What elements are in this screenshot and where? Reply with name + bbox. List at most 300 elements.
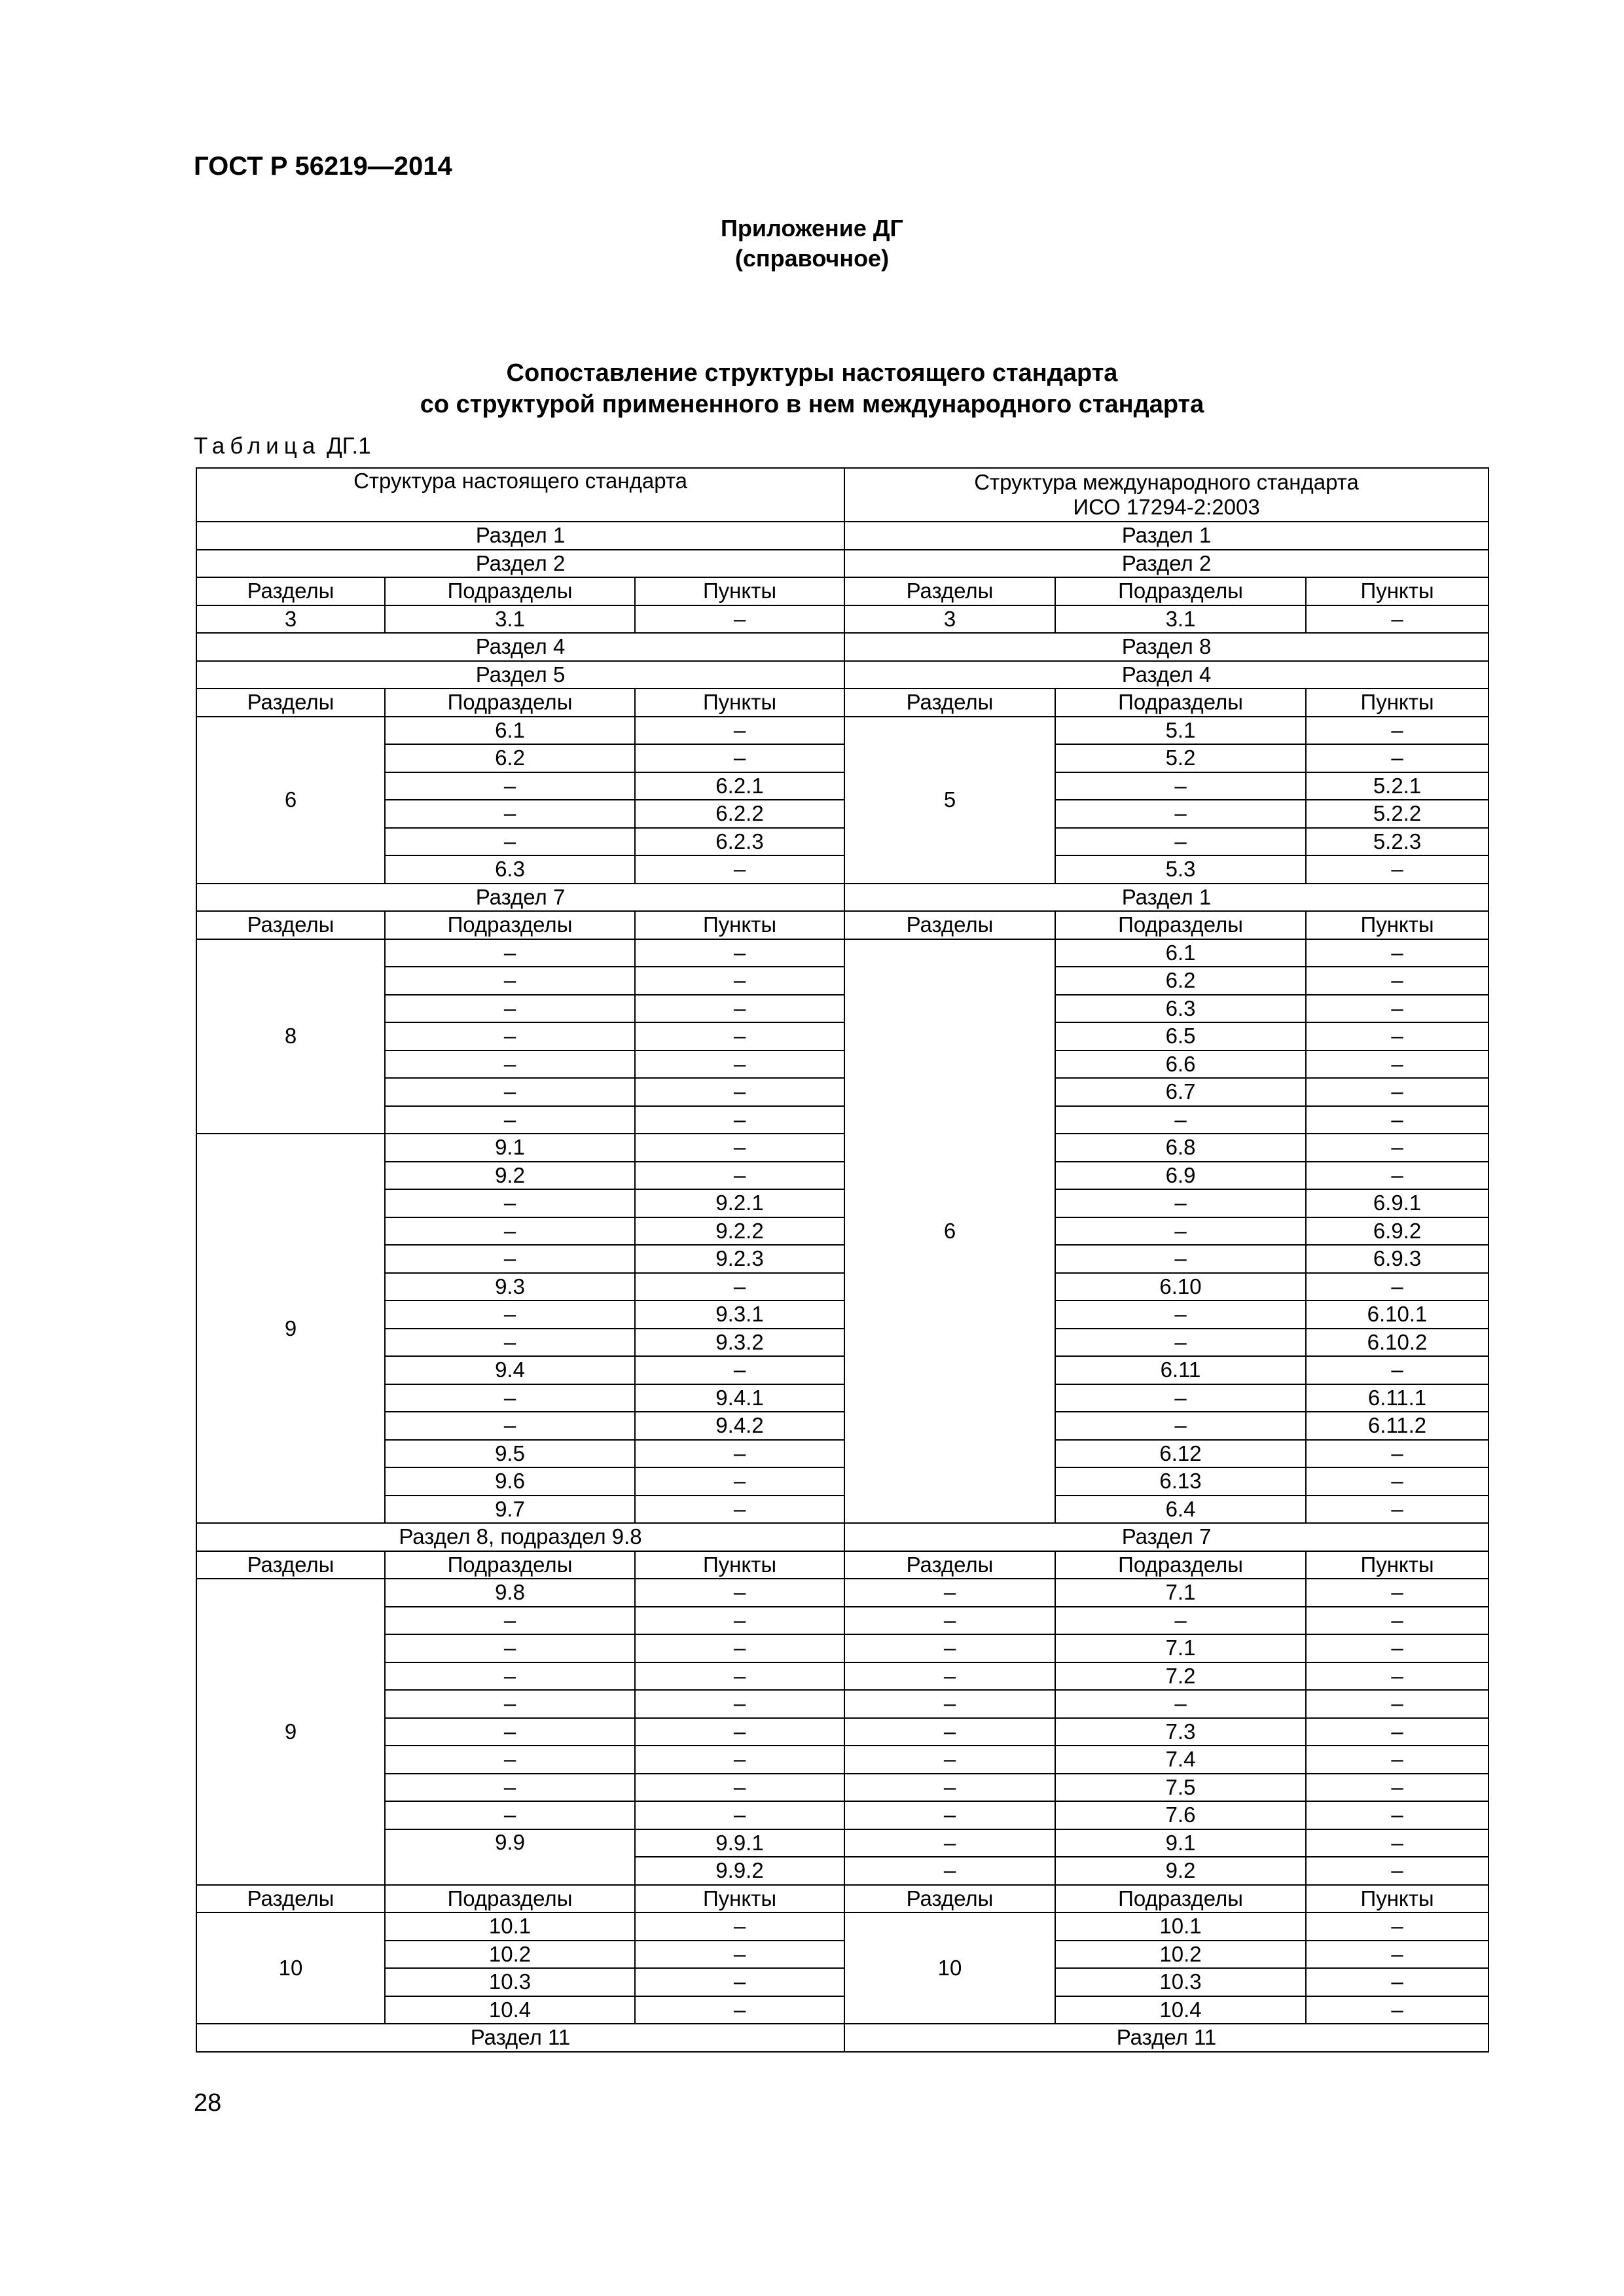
- table-cell: 7.6: [1055, 1801, 1306, 1829]
- header-international-standard: [844, 468, 1489, 522]
- table-cell: –: [1306, 1718, 1489, 1746]
- table-cell: 6.9.2: [1306, 1217, 1489, 1246]
- table-row: [196, 1356, 1489, 1384]
- subheader-cell: Подразделы: [1055, 1551, 1306, 1579]
- header-current-standard: Структура настоящего стандарта: [196, 468, 844, 522]
- table-row: [196, 1968, 1489, 1996]
- table-cell: –: [1306, 1996, 1489, 2024]
- table-row: [196, 967, 1489, 995]
- table-body: [196, 522, 1489, 2052]
- subheader-cell: Пункты: [635, 689, 844, 717]
- table-row: [196, 772, 1489, 800]
- table-cell: –: [635, 1078, 844, 1106]
- table-cell: 9.2: [385, 1162, 635, 1190]
- table-cell: –: [385, 1078, 635, 1106]
- table-cell: –: [635, 1022, 844, 1050]
- table-cell: –: [844, 1857, 1055, 1885]
- table-cell: 10: [844, 1912, 1055, 2024]
- table-row: [196, 1690, 1489, 1718]
- table-row: [196, 1579, 1489, 1607]
- table-cell: –: [1306, 1634, 1489, 1662]
- header-international-line-1: Структура международного стандарта: [974, 470, 1359, 494]
- table-cell: 9.2: [1055, 1857, 1306, 1885]
- table-cell: –: [1306, 1968, 1489, 1996]
- table-cell: –: [1306, 1941, 1489, 1969]
- table-cell: 6.10: [1055, 1273, 1306, 1301]
- subheader-cell: Разделы: [844, 911, 1055, 939]
- subheader-cell: Разделы: [844, 1885, 1055, 1913]
- table-row: [196, 1106, 1489, 1134]
- table-cell: 6: [196, 717, 385, 884]
- table-cell: 3.1: [1055, 605, 1306, 634]
- section-row: [196, 2024, 1489, 2052]
- table-cell: 6.2.1: [635, 772, 844, 800]
- table-cell: –: [1306, 1912, 1489, 1941]
- section-cell-right: Раздел 8: [844, 633, 1489, 661]
- table-cell: –: [1055, 1106, 1306, 1134]
- table-cell: –: [635, 1912, 844, 1941]
- table-cell: –: [385, 967, 635, 995]
- subheader-cell: Подразделы: [385, 1885, 635, 1913]
- table-cell: 9.3.2: [635, 1329, 844, 1357]
- subheader-cell: Пункты: [1306, 911, 1489, 939]
- table-cell: –: [1306, 1579, 1489, 1607]
- subheader-cell: Пункты: [635, 1885, 844, 1913]
- table-cell: –: [385, 1022, 635, 1050]
- table-row: [196, 1078, 1489, 1106]
- table-cell: –: [635, 1356, 844, 1384]
- table-cell: 10.1: [385, 1912, 635, 1941]
- table-cell: –: [635, 605, 844, 634]
- table-row: [196, 1801, 1489, 1829]
- table-cell: 6.2.2: [635, 800, 844, 828]
- table-cell: 10.3: [1055, 1968, 1306, 1996]
- table-cell: –: [844, 1774, 1055, 1802]
- section-row: [196, 661, 1489, 689]
- table-cell: 6.11.2: [1306, 1412, 1489, 1440]
- table-cell: –: [1306, 1106, 1489, 1134]
- table-cell: 9: [196, 1579, 385, 1885]
- table-cell: –: [635, 1134, 844, 1162]
- table-row: [196, 1746, 1489, 1774]
- table-cell: –: [1055, 1607, 1306, 1635]
- subheader-cell: Пункты: [635, 911, 844, 939]
- table-cell: –: [635, 1774, 844, 1802]
- table-row: [196, 1941, 1489, 1969]
- table-cell: 9.1: [385, 1134, 635, 1162]
- table-row: [196, 1245, 1489, 1273]
- table-cell: –: [635, 1941, 844, 1969]
- section-cell-left: Раздел 5: [196, 661, 844, 689]
- subheader-cell: Пункты: [635, 1551, 844, 1579]
- table-cell: 9.2.1: [635, 1189, 844, 1217]
- table-cell: –: [1306, 1134, 1489, 1162]
- table-row: [196, 828, 1489, 856]
- subheader-cell: Подразделы: [385, 689, 635, 717]
- table-cell: –: [1055, 1329, 1306, 1357]
- table-cell: –: [635, 1579, 844, 1607]
- subheader-row: [196, 689, 1489, 717]
- section-cell-left: Раздел 7: [196, 884, 844, 912]
- table-caption-number: ДГ.1: [326, 433, 371, 459]
- table-cell: –: [844, 1718, 1055, 1746]
- subheader-cell: Разделы: [196, 689, 385, 717]
- table-cell: 3: [844, 605, 1055, 634]
- table-cell: 9.7: [385, 1496, 635, 1524]
- table-caption: [194, 433, 371, 459]
- table-row: [196, 800, 1489, 828]
- table-cell: 10.1: [1055, 1912, 1306, 1941]
- subheader-row: [196, 1885, 1489, 1913]
- table-cell: –: [635, 967, 844, 995]
- section-cell-right: Раздел 2: [844, 550, 1489, 578]
- table-cell: 5.2.2: [1306, 800, 1489, 828]
- table-cell: 6.9: [1055, 1162, 1306, 1190]
- table-cell: –: [1306, 1162, 1489, 1190]
- table-cell: –: [385, 1718, 635, 1746]
- subheader-cell: Разделы: [844, 577, 1055, 605]
- section-cell-left: Раздел 4: [196, 633, 844, 661]
- table-cell: 6.5: [1055, 1022, 1306, 1050]
- table-cell: 7.5: [1055, 1774, 1306, 1802]
- section-cell-right: Раздел 7: [844, 1523, 1489, 1551]
- table-cell: –: [635, 855, 844, 884]
- table-cell: –: [844, 1690, 1055, 1718]
- table-cell: 10.4: [1055, 1996, 1306, 2024]
- table-cell: 6.1: [1055, 939, 1306, 967]
- table-cell: 6.2.3: [635, 828, 844, 856]
- table-cell: –: [635, 1996, 844, 2024]
- table-cell: –: [635, 1607, 844, 1635]
- table-cell: –: [385, 1300, 635, 1329]
- table-cell: –: [635, 1718, 844, 1746]
- subheader-row: [196, 577, 1489, 605]
- subheader-cell: Разделы: [844, 689, 1055, 717]
- document-id: ГОСТ Р 56219—2014: [194, 152, 452, 181]
- table-cell: –: [1306, 1050, 1489, 1079]
- table-cell: –: [1055, 772, 1306, 800]
- table-cell: –: [1306, 1801, 1489, 1829]
- subheader-cell: Разделы: [844, 1551, 1055, 1579]
- table-cell: –: [385, 1774, 635, 1802]
- table-row: [196, 1162, 1489, 1190]
- table-cell: –: [385, 1662, 635, 1691]
- table-cell: –: [844, 1662, 1055, 1691]
- section-cell-right: Раздел 4: [844, 661, 1489, 689]
- table-cell: 5.3: [1055, 855, 1306, 884]
- table-row: [196, 855, 1489, 884]
- table-cell: 3: [196, 605, 385, 634]
- table-row: [196, 1273, 1489, 1301]
- table-row: [196, 939, 1489, 967]
- table-cell: 6.6: [1055, 1050, 1306, 1079]
- subheader-cell: Пункты: [1306, 689, 1489, 717]
- table-cell: 5: [844, 717, 1055, 884]
- table-cell: –: [1055, 1300, 1306, 1329]
- section-row: [196, 1523, 1489, 1551]
- section-row: [196, 522, 1489, 550]
- table-row: [196, 1718, 1489, 1746]
- subheader-cell: Подразделы: [385, 911, 635, 939]
- table-row: [196, 1050, 1489, 1079]
- table-caption-label: Таблица: [194, 433, 321, 459]
- appendix-title: Приложение ДГ: [721, 215, 903, 242]
- table-cell: –: [1306, 855, 1489, 884]
- table-cell: 9.5: [385, 1440, 635, 1468]
- table-cell: –: [635, 1801, 844, 1829]
- table-cell: 9.2.3: [635, 1245, 844, 1273]
- table-cell: 6.9.1: [1306, 1189, 1489, 1217]
- table-cell: 6.9.3: [1306, 1245, 1489, 1273]
- table-cell: –: [635, 1273, 844, 1301]
- table-row: [196, 717, 1489, 745]
- table-cell: –: [1306, 995, 1489, 1023]
- table-cell: 3.1: [385, 605, 635, 634]
- table-cell: –: [1306, 1078, 1489, 1106]
- table-cell: 9.9: [385, 1829, 635, 1885]
- table-cell: 9.8: [385, 1579, 635, 1607]
- subheader-cell: Пункты: [1306, 1551, 1489, 1579]
- table-cell: –: [1055, 1412, 1306, 1440]
- subheader-cell: Подразделы: [1055, 911, 1306, 939]
- table-cell: 6.3: [385, 855, 635, 884]
- table-cell: –: [844, 1579, 1055, 1607]
- table-cell: 10.4: [385, 1996, 635, 2024]
- table-cell: 8: [196, 939, 385, 1134]
- table-row: [196, 1662, 1489, 1691]
- table-cell: –: [1306, 967, 1489, 995]
- table-cell: 9.2.2: [635, 1217, 844, 1246]
- table-row: [196, 1022, 1489, 1050]
- table-cell: 6.2: [385, 744, 635, 772]
- section-cell-left: Раздел 2: [196, 550, 844, 578]
- table-cell: –: [1306, 1467, 1489, 1496]
- table-cell: –: [1306, 1857, 1489, 1885]
- table-cell: –: [1306, 1022, 1489, 1050]
- table-row: [196, 1774, 1489, 1802]
- table-row: [196, 1829, 1489, 1857]
- table-cell: –: [635, 1467, 844, 1496]
- table-cell: –: [844, 1829, 1055, 1857]
- table-cell: –: [385, 1607, 635, 1635]
- table-cell: –: [385, 772, 635, 800]
- table-row: [196, 1300, 1489, 1329]
- table-row: [196, 995, 1489, 1023]
- section-row: [196, 633, 1489, 661]
- table-cell: –: [385, 1245, 635, 1273]
- table-cell: –: [385, 828, 635, 856]
- table-cell: 6.10.1: [1306, 1300, 1489, 1329]
- table-cell: –: [635, 1746, 844, 1774]
- table-cell: 10.2: [1055, 1941, 1306, 1969]
- table-cell: 6.8: [1055, 1134, 1306, 1162]
- subheader-row: [196, 1551, 1489, 1579]
- table-cell: 6.3: [1055, 995, 1306, 1023]
- table-header-row: [196, 468, 1489, 522]
- table-cell: –: [635, 1496, 844, 1524]
- table-cell: –: [1055, 1690, 1306, 1718]
- table-cell: 7.1: [1055, 1579, 1306, 1607]
- table-cell: –: [385, 1801, 635, 1829]
- table-title-line-1: Сопоставление структуры настоящего стандарта: [506, 359, 1118, 387]
- table-title-line-2: со структурой примененного в нем международного стандарта: [420, 391, 1204, 418]
- table-cell: –: [385, 1384, 635, 1412]
- table-cell: –: [385, 995, 635, 1023]
- appendix-type: (справочное): [734, 245, 890, 272]
- table-cell: –: [385, 1106, 635, 1134]
- table-cell: –: [1306, 744, 1489, 772]
- subheader-cell: Пункты: [1306, 577, 1489, 605]
- table-cell: –: [635, 1106, 844, 1134]
- table-row: [196, 1134, 1489, 1162]
- table-cell: –: [385, 1189, 635, 1217]
- table-cell: –: [1055, 1384, 1306, 1412]
- table-cell: –: [844, 1746, 1055, 1774]
- table-cell: –: [635, 939, 844, 967]
- table-cell: –: [1306, 1774, 1489, 1802]
- subheader-cell: Пункты: [635, 577, 844, 605]
- subheader-cell: Разделы: [196, 1551, 385, 1579]
- table-row: [196, 744, 1489, 772]
- table-cell: –: [385, 1634, 635, 1662]
- table-cell: –: [1055, 800, 1306, 828]
- table-row: [196, 1634, 1489, 1662]
- table-cell: 7.4: [1055, 1746, 1306, 1774]
- table-cell: 6.12: [1055, 1440, 1306, 1468]
- table-cell: –: [1306, 1607, 1489, 1635]
- section-cell-left: Раздел 1: [196, 522, 844, 550]
- table-cell: –: [385, 1690, 635, 1718]
- section-cell-left: Раздел 11: [196, 2024, 844, 2052]
- table-cell: 6.7: [1055, 1078, 1306, 1106]
- table-cell: 6.4: [1055, 1496, 1306, 1524]
- table-cell: –: [1306, 939, 1489, 967]
- table-cell: –: [1306, 1746, 1489, 1774]
- table-cell: –: [635, 744, 844, 772]
- table-cell: 5.2.1: [1306, 772, 1489, 800]
- subheader-row: [196, 911, 1489, 939]
- table-row: [196, 1189, 1489, 1217]
- table-cell: –: [1306, 1440, 1489, 1468]
- section-cell-right: Раздел 11: [844, 2024, 1489, 2052]
- table-cell: –: [1055, 1189, 1306, 1217]
- section-row: [196, 550, 1489, 578]
- table-cell: 9.9.1: [635, 1829, 844, 1857]
- table-cell: –: [635, 1690, 844, 1718]
- subheader-cell: Разделы: [196, 1885, 385, 1913]
- table-cell: 6: [844, 939, 1055, 1524]
- table-cell: –: [635, 717, 844, 745]
- table-row: [196, 1329, 1489, 1357]
- table-cell: –: [385, 1329, 635, 1357]
- table-cell: –: [1306, 1829, 1489, 1857]
- table-row: [196, 1496, 1489, 1524]
- table-row: [196, 1440, 1489, 1468]
- subheader-cell: Подразделы: [385, 1551, 635, 1579]
- section-cell-left: Раздел 8, подраздел 9.8: [196, 1523, 844, 1551]
- table-cell: –: [635, 1162, 844, 1190]
- table-cell: –: [1306, 1273, 1489, 1301]
- table-cell: –: [635, 1968, 844, 1996]
- table-cell: –: [844, 1801, 1055, 1829]
- table-cell: 6.10.2: [1306, 1329, 1489, 1357]
- table-cell: 5.2.3: [1306, 828, 1489, 856]
- table-row: [196, 1412, 1489, 1440]
- table-cell: –: [1306, 1690, 1489, 1718]
- table-cell: –: [385, 1217, 635, 1246]
- table-cell: –: [385, 1050, 635, 1079]
- page-number: 28: [194, 2089, 222, 2117]
- table-row: [196, 1467, 1489, 1496]
- table-cell: 9.4.1: [635, 1384, 844, 1412]
- table-cell: 5.1: [1055, 717, 1306, 745]
- section-cell-right: Раздел 1: [844, 884, 1489, 912]
- table-cell: 9.9.2: [635, 1857, 844, 1885]
- table-cell: –: [635, 1050, 844, 1079]
- table-cell: –: [1306, 717, 1489, 745]
- table-cell: –: [1306, 1356, 1489, 1384]
- table-cell: –: [844, 1607, 1055, 1635]
- section-cell-right: Раздел 1: [844, 522, 1489, 550]
- table-cell: 6.11.1: [1306, 1384, 1489, 1412]
- table-cell: –: [635, 1634, 844, 1662]
- table-cell: 9.6: [385, 1467, 635, 1496]
- subheader-cell: Разделы: [196, 911, 385, 939]
- subheader-cell: Подразделы: [1055, 689, 1306, 717]
- subheader-cell: Подразделы: [1055, 1885, 1306, 1913]
- table-cell: 6.1: [385, 717, 635, 745]
- table-cell: –: [385, 800, 635, 828]
- table-cell: 9.4.2: [635, 1412, 844, 1440]
- subheader-cell: Пункты: [1306, 1885, 1489, 1913]
- table-cell: 5.2: [1055, 744, 1306, 772]
- section-row: [196, 884, 1489, 912]
- table-cell: 10.3: [385, 1968, 635, 1996]
- table-cell: 7.3: [1055, 1718, 1306, 1746]
- table-cell: –: [844, 1634, 1055, 1662]
- table-cell: 9.3.1: [635, 1300, 844, 1329]
- table-cell: –: [385, 1412, 635, 1440]
- subheader-cell: Разделы: [196, 577, 385, 605]
- subheader-cell: Подразделы: [385, 577, 635, 605]
- table-cell: –: [1055, 828, 1306, 856]
- table-cell: 9: [196, 1134, 385, 1523]
- table-row: [196, 605, 1489, 634]
- table-cell: –: [635, 1662, 844, 1691]
- table-row: [196, 1217, 1489, 1246]
- table-cell: –: [1055, 1245, 1306, 1273]
- table-row: [196, 1996, 1489, 2024]
- table-cell: –: [1306, 1662, 1489, 1691]
- table-cell: 9.3: [385, 1273, 635, 1301]
- table-row: [196, 1384, 1489, 1412]
- table-row: [196, 1912, 1489, 1941]
- table-cell: –: [635, 995, 844, 1023]
- table-cell: –: [635, 1440, 844, 1468]
- table-cell: 7.1: [1055, 1634, 1306, 1662]
- table-cell: 6.13: [1055, 1467, 1306, 1496]
- table-cell: 7.2: [1055, 1662, 1306, 1691]
- table-cell: 10: [196, 1912, 385, 2024]
- subheader-cell: Подразделы: [1055, 577, 1306, 605]
- table-cell: –: [1055, 1217, 1306, 1246]
- table-cell: –: [385, 939, 635, 967]
- table-row: [196, 1607, 1489, 1635]
- table-cell: 9.1: [1055, 1829, 1306, 1857]
- table-cell: –: [1306, 1496, 1489, 1524]
- header-international-line-2: ИСО 17294-2:2003: [1073, 495, 1260, 519]
- table-cell: –: [1306, 605, 1489, 634]
